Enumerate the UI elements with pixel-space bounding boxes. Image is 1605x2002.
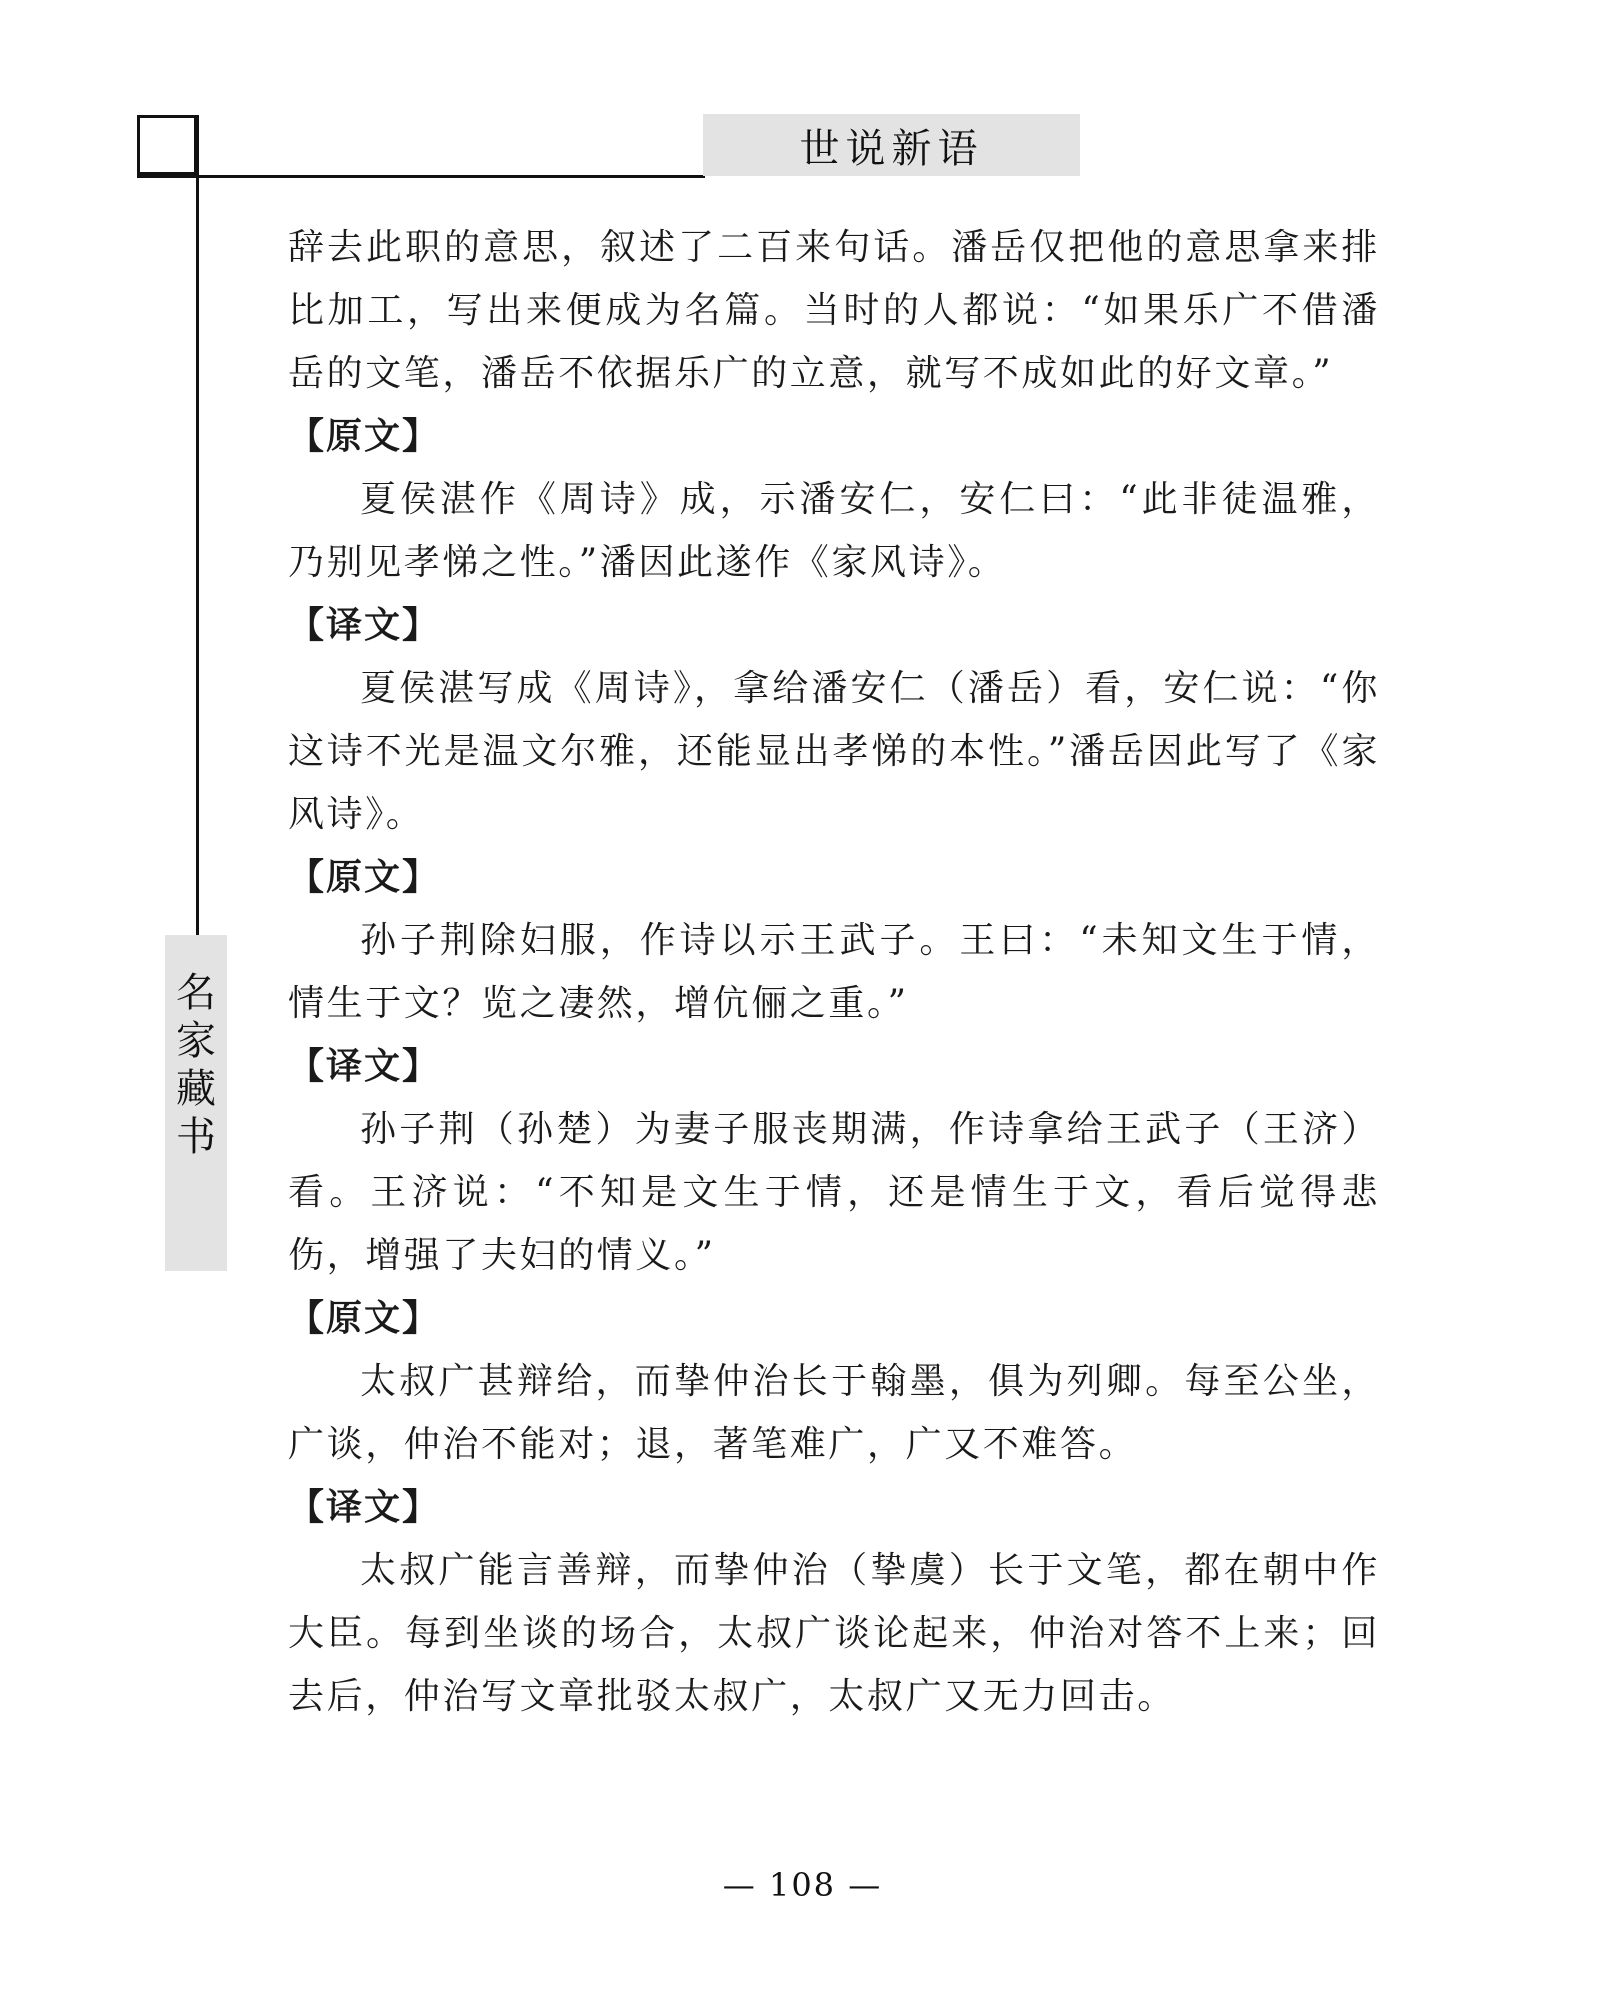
book-title: 世说新语 [703,114,1080,176]
section-heading-original: 【原文】 [288,416,441,457]
section-heading-original: 【原文】 [288,1298,441,1339]
section-heading-original: 【原文】 [288,857,441,898]
section-heading-translation: 【译文】 [288,1487,441,1528]
section-heading-translation: 【译文】 [288,605,441,646]
side-tab-char: 藏 [176,1066,216,1112]
paragraph-original: 孙子荆除妇服，作诗以示王武子。王曰：“未知文生于情，情生于文？览之凄然，增伉俪之重。” [288,920,1380,1024]
side-tab-collection-label [165,935,227,1271]
paragraph-translation: 夏侯湛写成《周诗》，拿给潘安仁（潘岳）看，安仁说：“你这诗不光是温文尔雅，还能显出孝悌的本性。”潘岳因此写了《家风诗》。 [288,668,1380,835]
section-heading-translation: 【译文】 [288,1046,441,1087]
paragraph-original: 夏侯湛作《周诗》成，示潘安仁，安仁曰：“此非徒温雅，乃别见孝悌之性。”潘因此遂作《家风诗》。 [288,479,1380,583]
corner-frame-box [137,115,197,175]
main-text [288,216,1380,1728]
paragraph-original: 太叔广甚辩给，而挚仲治长于翰墨，俱为列卿。每至公坐，广谈，仲治不能对；退，著笔难广，广又不难答。 [288,1361,1380,1465]
side-tab-char: 家 [176,1018,216,1064]
page-number: — 108 — [722,1866,883,1904]
header-rule [137,175,705,178]
side-tab-char: 书 [176,1114,216,1160]
paragraph-continued-translation: 辞去此职的意思，叙述了二百来句话。潘岳仅把他的意思拿来排比加工，写出来便成为名篇。当时的人都说：“如果乐广不借潘岳的文笔，潘岳不依据乐广的立意，就写不成如此的好文章。” [288,227,1380,394]
vertical-rule [196,115,199,935]
paragraph-translation: 太叔广能言善辩，而挚仲治（挚虞）长于文笔，都在朝中作大臣。每到坐谈的场合，太叔广谈论起来，仲治对答不上来；回去后，仲治写文章批驳太叔广，太叔广又无力回击。 [288,1550,1380,1717]
side-tab-char: 名 [176,970,216,1016]
paragraph-translation: 孙子荆（孙楚）为妻子服丧期满，作诗拿给王武子（王济）看。王济说：“不知是文生于情，还是情生于文，看后觉得悲伤，增强了夫妇的情义。” [288,1109,1380,1276]
